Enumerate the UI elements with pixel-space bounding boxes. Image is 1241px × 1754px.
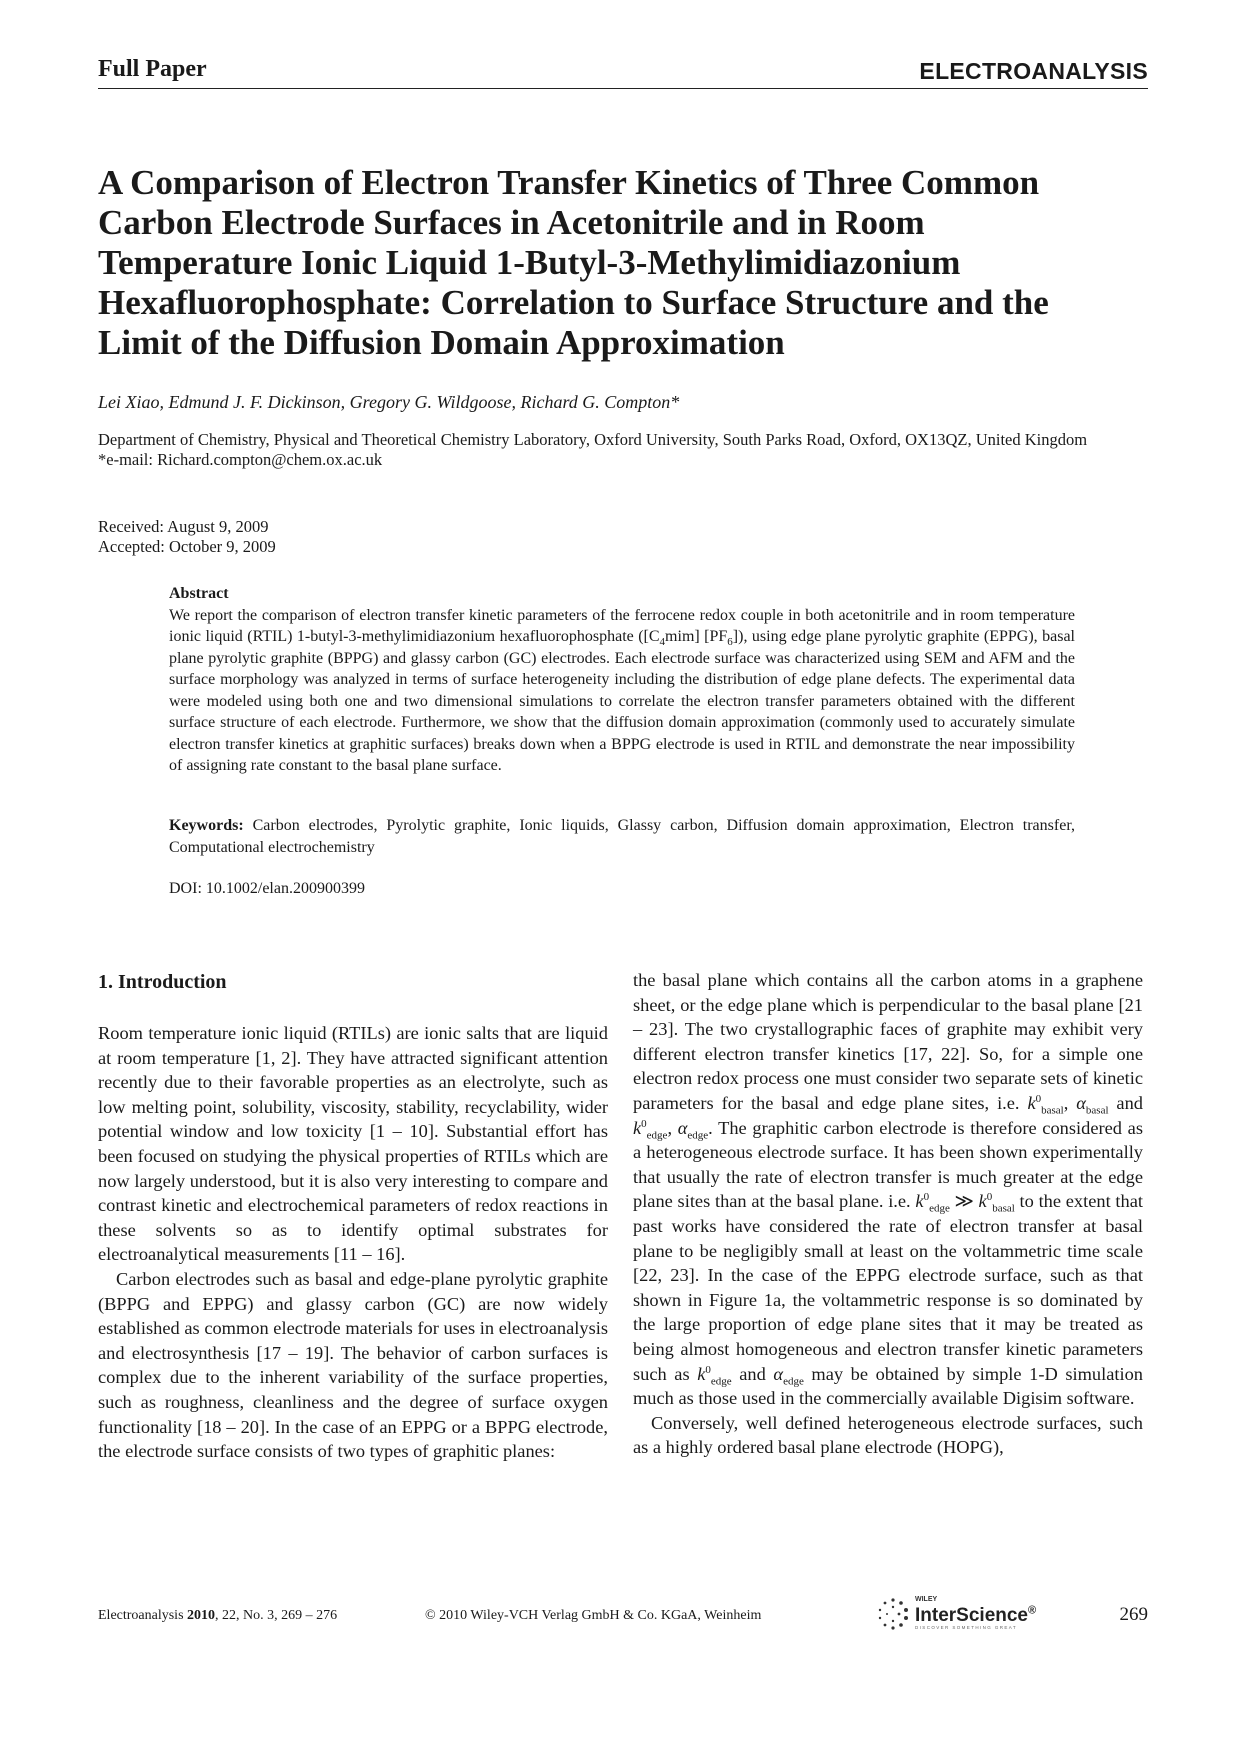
corresponding-email: *e-mail: Richard.compton@chem.ox.ac.uk — [98, 450, 383, 469]
citation-year: 2010 — [187, 1608, 216, 1623]
text-run: . — [708, 1117, 713, 1138]
superscript: 0 — [923, 1191, 930, 1204]
keywords-label: Keywords: — [169, 817, 244, 834]
logo-name: InterScience — [915, 1605, 1028, 1626]
header-rule — [98, 88, 1148, 89]
symbol-k: k — [1027, 1092, 1036, 1113]
symbol-k: k — [697, 1363, 706, 1384]
dates-block — [98, 517, 276, 557]
text-run: may be obtained by simple 1-D simulation much as those used in the commercially available Digisim software. — [633, 1363, 1143, 1409]
left-column — [98, 970, 608, 1464]
received-date: Received: August 9, 2009 — [98, 517, 269, 536]
subscript: edge — [710, 1375, 732, 1388]
subscript: edge — [783, 1375, 804, 1388]
keywords-text: Carbon electrodes, Pyrolytic graphite, Ionic liquids, Glassy carbon, Diffusion domain approximation, Electron transfer, Computational electrochemistry — [169, 817, 1076, 856]
symbol-k: k — [633, 1117, 642, 1138]
doi: DOI: 10.1002/elan.200900399 — [169, 880, 365, 897]
text-run: the basal plane which contains all the carbon atoms in a graphene sheet, or the edge plane which is perpendicular to the basal plane [21 – 23]. The two crystallographic faces of graphite may exhibit very different electron transfer kinetics [17, 22]. So, for a simple one electron redox process one must consider two separate sets of kinetic parameters for the basal and edge plane sites, i.e. — [633, 970, 1143, 1113]
title-line: Limit of the Diffusion Domain Approximation — [98, 323, 785, 362]
author-list: Lei Xiao, Edmund J. F. Dickinson, Gregory G. Wildgoose, Richard G. Compton* — [98, 392, 680, 412]
title-line: A Comparison of Electron Transfer Kinetics of Three Common — [98, 163, 1040, 202]
citation-text: Electroanalysis — [98, 1608, 188, 1623]
abstract-text-part: We report the comparison of electron transfer kinetic parameters of the ferrocene redox couple in both acetonitrile and in room temperature ionic liquid (RTIL) 1-butyl-3-methylimidiazonium hexafluorophosphate ([C — [169, 606, 1075, 645]
subscript: basal — [1085, 1104, 1109, 1117]
text-run: to the extent that past works have considered the rate of electron transfer at basal plane to be negligibly small at least on the voltammetric time scale [22, 23]. In the case of the EPPG electrode surface, such as that shown in Figure 1a, the voltammetric response is so dominated by the large proportion of edge plane sites that it may be treated as being almost homogeneous and electron transfer kinetic parameters such as — [633, 1191, 1143, 1384]
paragraph: Carbon electrodes such as basal and edge-plane pyrolytic graphite (BPPG and EPPG) and glassy carbon (GC) are now widely established as common electrode materials for uses in electroanalysis and electrosynthesis [17 – 19]. The behavior of carbon surfaces is complex due to the inherent variability of the surface properties, such as roughness, cleanliness and the degree of surface oxygen functionality [18 – 20]. In the case of an EPPG or a BPPG electrode, the electrode surface consists of two types of graphitic planes: — [98, 1268, 608, 1462]
logo-mark-icon — [875, 1596, 911, 1632]
journal-name: ELECTROANALYSIS — [919, 58, 1148, 84]
text-run: and — [1108, 1092, 1143, 1113]
section-label: Full Paper — [98, 56, 207, 82]
logo-registered: ® — [1028, 1604, 1037, 1617]
section-heading: 1. Introduction — [98, 971, 227, 993]
accepted-date: Accepted: October 9, 2009 — [98, 537, 276, 556]
text-run: , — [1063, 1092, 1077, 1113]
logo-tagline: DISCOVER SOMETHING GREAT — [915, 1625, 1018, 1630]
right-column — [633, 968, 1143, 1460]
symbol-alpha: α — [773, 1363, 784, 1384]
logo-wordmark — [915, 1605, 1036, 1627]
subscript: edge — [929, 1203, 950, 1216]
page-number: 269 — [1119, 1604, 1148, 1625]
citation-text: , 22, No. 3, 269 – 276 — [215, 1608, 338, 1623]
paragraph: Room temperature ionic liquid (RTILs) are ionic salts that are liquid at room temperature [1, 2]. They have attracted significant attention recently due to their favorable properties as an electrolyte, such as low melting point, solubility, viscosity, stability, recyclability, wider potential window and low toxicity [1 – 10]. Substantial effort has been focused on studying the physical properties of RTILs which are now largely understood, but it is also very interesting to compare and contrast kinetic and electrochemical parameters of redox reactions in these solvents so as to identify optimal substrates for electroanalytical measurements [11 – 16]. — [98, 1023, 608, 1265]
title-line: Hexafluorophosphate: Correlation to Surface Structure and the — [98, 283, 1049, 322]
superscript: 0 — [641, 1117, 647, 1130]
logo-wiley: WILEY — [915, 1596, 938, 1603]
journal-citation — [98, 1608, 337, 1624]
abstract-text-part: ]), using edge plane pyrolytic graphite (EPPG), basal plane pyrolytic graphite (BPPG) and glassy carbon (GC) electrodes. Each electrode surface was characterized using SEM and AFM and the surface morphology was analyzed in terms of surface heterogeneity including the distribution of edge plane defects. The experimental data were modeled using both one and two dimensional simulations to correlate the electron transfer parameters obtained with the different surface structure of each electrode. Furthermore, we show that the diffusion domain approximation (commonly used to accurately simulate electron transfer kinetics at graphitic surfaces) breaks down when a BPPG electrode is used in RTIL and demonstrate the near impossibility of assigning rate constant to the basal plane surface. — [169, 628, 1076, 774]
abstract-text-part: mim] [PF — [665, 628, 728, 645]
text-run: , — [667, 1117, 678, 1138]
paragraph: Conversely, well defined heterogeneous electrode surfaces, such as a highly ordered basal plane electrode (HOPG), — [633, 1412, 1143, 1458]
interscience-logo — [875, 1596, 1035, 1632]
keywords — [169, 815, 1075, 858]
text-run: ≫ — [949, 1191, 979, 1212]
symbol-alpha: α — [1076, 1092, 1086, 1113]
text-run: and — [731, 1363, 774, 1384]
subscript: 4 — [659, 636, 666, 649]
subscript: edge — [687, 1129, 709, 1142]
paragraph — [633, 968, 1143, 1411]
superscript: 0 — [1035, 1092, 1042, 1105]
abstract — [169, 583, 1075, 777]
title-line: Temperature Ionic Liquid 1-Butyl-3-Methylimidiazonium — [98, 243, 961, 282]
paper-title — [98, 163, 1158, 363]
symbol-alpha: α — [677, 1117, 688, 1138]
superscript: 0 — [705, 1363, 711, 1376]
abstract-text — [169, 605, 1075, 777]
subscript: 6 — [727, 636, 733, 649]
subscript: edge — [646, 1129, 668, 1142]
superscript: 0 — [986, 1191, 993, 1204]
subscript: basal — [1041, 1104, 1064, 1117]
copyright: © 2010 Wiley-VCH Verlag GmbH & Co. KGaA, Weinheim — [425, 1608, 762, 1623]
title-line: Carbon Electrode Surfaces in Acetonitrile and in Room — [98, 203, 925, 242]
symbol-k: k — [915, 1191, 924, 1212]
symbol-k: k — [978, 1191, 987, 1212]
abstract-heading: Abstract — [169, 585, 229, 602]
text-run: The graphitic carbon electrode is therefore considered as a heterogeneous electrode surface. It has been shown experimentally that usually the rate of electron transfer is much greater at the edge plane sites than at the basal plane. i.e. — [633, 1117, 1143, 1212]
subscript: basal — [992, 1203, 1015, 1216]
affiliation-block — [98, 430, 1150, 470]
affiliation: Department of Chemistry, Physical and Theoretical Chemistry Laboratory, Oxford University, South Parks Road, Oxford, OX13QZ, United Kingdom — [98, 430, 1088, 449]
